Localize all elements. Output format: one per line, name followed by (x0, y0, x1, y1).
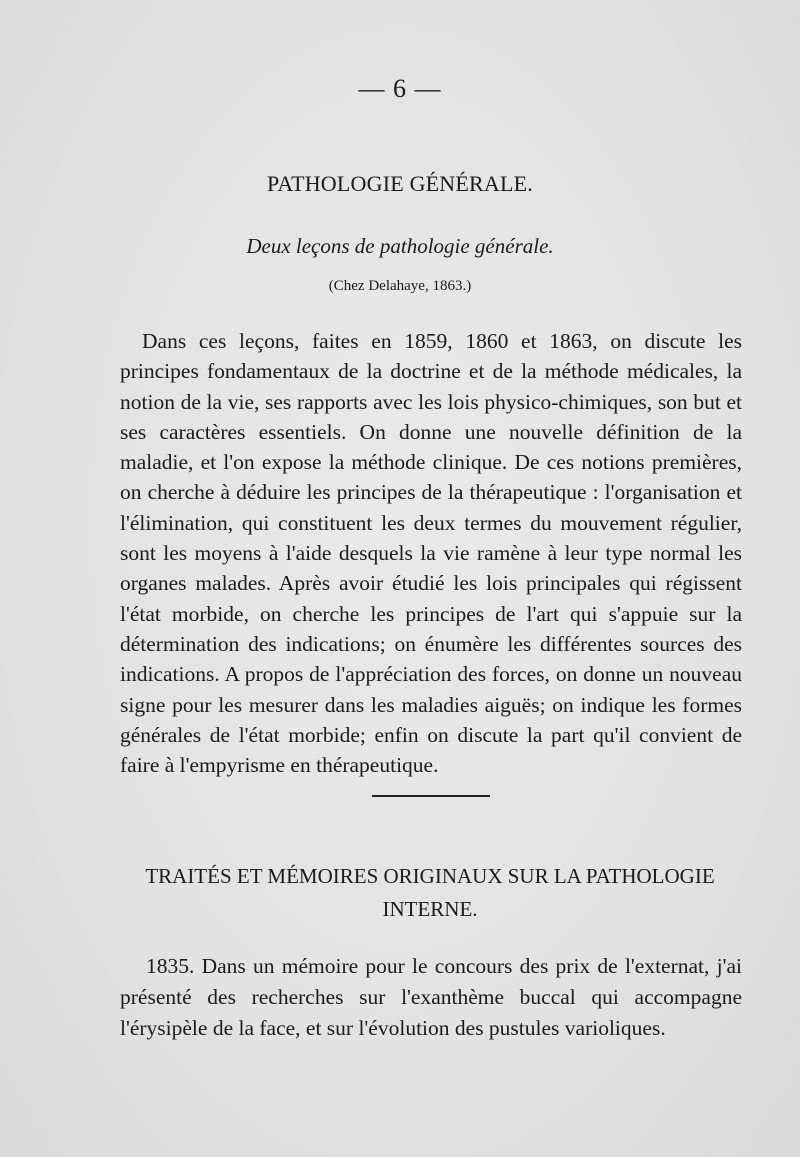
section-title-traites-memoires: TRAITÉS ET MÉMOIRES ORIGINAUX SUR LA PATHOLOGIE INTERNE. (145, 864, 715, 921)
section-divider (372, 795, 490, 797)
bibliography-entry (120, 951, 742, 1044)
publisher-note: (Chez Delahaye, 1863.) (328, 278, 472, 294)
summary-paragraph: Dans ces leçons, faites en 1859, 1860 et 1863, on discute les principes fondamentaux de la doctrine et de la méthode médicales, la notion de la vie, ses rapports avec les lois physico-chimiques, son but et ses caractères essentiels. On donne une nouvelle définition de la maladie, et l'on expose la méthode clinique. De ces notions premières, on cherche à déduire les principes de la thérapeutique : l'organisation et l'élimination, qui constituent les deux termes du mouvement régulier, sont les moyens à l'aide desquels la vie ramène à leur type normal les organes malades. Après avoir étudié les lois principales qui régissent l'état morbide, on cherche les principes de l'art qui s'appuie sur la détermination des indications; on énumère les différentes sources des indications. A propos de l'appréciation des forces, on donne un nouveau signe pour les mesurer dans les maladies aiguës; on indique les formes générales de l'état morbide; enfin on discute la part qu'il convient de faire à l'empyrisme en thérapeutique. (120, 329, 742, 778)
page-number: — 6 — (358, 74, 442, 103)
entry-text: Dans un mémoire pour le concours des prix de l'externat, j'ai présenté des recherches sur l'exanthème buccal qui accompagne l'érysipèle de la face, et sur l'évolution des pustules varioliques. (120, 954, 742, 1040)
work-title: Deux leçons de pathologie générale. (246, 234, 554, 258)
entry-year: 1835. (146, 954, 195, 978)
section-title-pathologie-generale: PATHOLOGIE GÉNÉRALE. (267, 171, 533, 196)
